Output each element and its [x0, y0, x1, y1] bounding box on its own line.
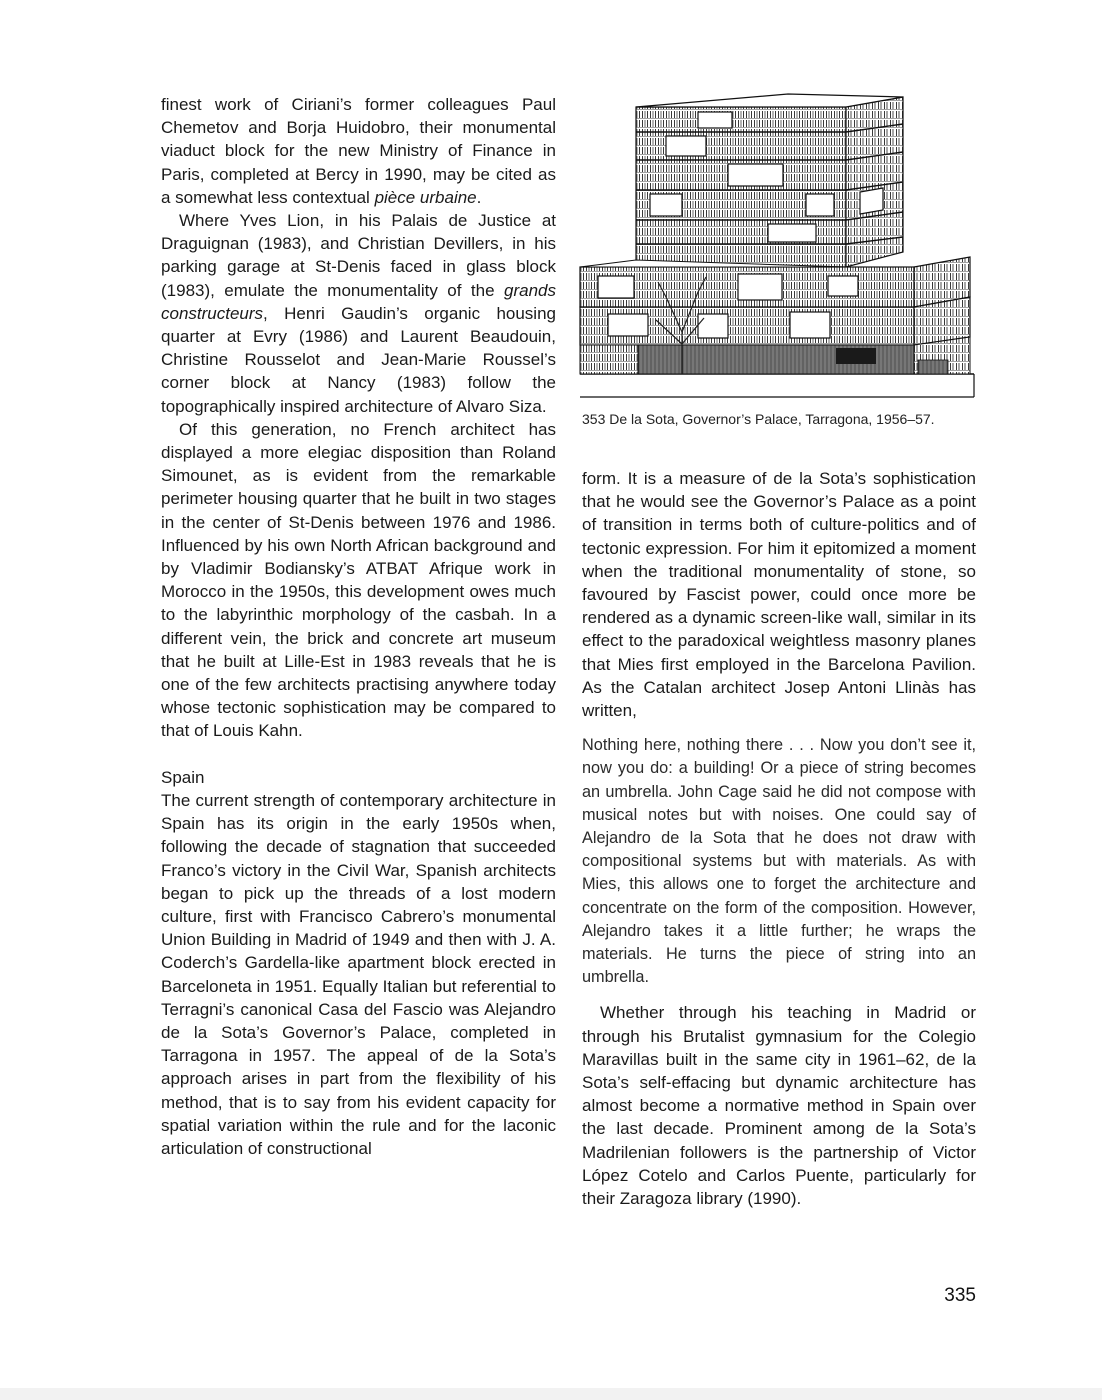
scan-edge-mark [0, 1388, 1102, 1400]
text-run: finest work of Ciriani’s former colleagues Paul Chemetov and Borja Huidobro, their monumental viaduct block for the new Ministry of Finance in Paris, completed at Bercy in 1990, may be cited as a somewhat less contextual [161, 95, 556, 207]
block-quote: Nothing here, nothing there . . . Now you don’t see it, now you do: a building! Or a piece of string becomes an umbrella. John Cage said he did not compose with musical notes but with noises. One could say of Alejandro de la Sota that he does not draw with compositional systems but with materials. As with Mies, this allows one to forget the architecture and concentrate on the form of the composition. However, Alejandro takes it a little further; he wraps the materials. He turns the piece of string into an umbrella. [582, 736, 976, 987]
left-column [161, 93, 556, 1160]
right-column [582, 467, 976, 1210]
paragraph: Of this generation, no French architect has displayed a more elegiac disposition than Roland Simounet, as is evident from the remarkable perimeter housing quarter that he built in two stages in the center of St-Denis between 1976 and 1986. Influenced by his own North African background and by Vladimir Bodiansky’s ATBAT Afrique work in Morocco in the 1950s, this development owes much to the labyrinthic morphology of the casbah. In a different vein, the brick and concrete art museum that he built at Lille-Est in 1983 reveals that he is one of the few architects practising anywhere today whose tectonic sophistication may be compared to that of Louis Kahn. [161, 419, 556, 741]
paragraph: The current strength of contemporary architecture in Spain has its origin in the early 1950s when, following the decade of stagnation that succeeded Franco’s victory in the Civil War, Spanish architects began to pick up the threads of a lost modern culture, first with Francisco Cabrero’s monumental Union Building in Madrid of 1949 and then with J. A. Coderch’s Gardella-like apartment block erected in Barceloneta in 1951. Equally Italian but referential to Terragni’s canonical Casa del Fascio was Alejandro de la Sota’s Governor’s Palace, completed in Tarragona in 1957. The appeal of de la Sota’s approach arises in part from the flexibility of his method, that is to say from his evident capacity for spatial variation within the rule and for the laconic articulation of constructional [161, 790, 556, 1158]
italic-text: pièce urbaine [374, 187, 477, 207]
paragraph [161, 93, 556, 209]
right-column-caption [582, 410, 976, 429]
text-run: , Henri Gaudin’s organic housing quarter at Evry (1986) and Laurent Beaudouin, Christine Rousselot and Jean-Marie Roussel’s corner block at Nancy (1983) follow the topographically inspired architecture of Alvaro Siza. [161, 303, 556, 416]
paragraph [161, 209, 556, 418]
text-run: . [476, 187, 482, 207]
paragraph: form. It is a measure of de la Sota’s sophistication that he would see the Governor’s Palace as a point of transition in terms both of culture-politics and of tectonic expression. For him it epitomized a moment when the traditional monumentality of stone, so favoured by Fascist power, could once more be rendered as a dynamic screen-like wall, similar in its effect to the paradoxical weightless masonry planes that Mies first employed in the Barcelona Pavilion. As the Catalan architect Josep Antoni Llinàs has written, [582, 469, 976, 721]
paragraph: Whether through his teaching in Madrid or through his Brutalist gymnasium for the Colegio Maravillas built in the same city in 1961–62, de la Sota’s self-effacing but dynamic architecture has almost become a normative method in Spain over the last decade. Prominent among de la Sota’s Madrilenian followers is the partnership of Victor López Cotelo and Carlos Puente, particularly for their Zaragoza library (1990). [582, 1003, 976, 1209]
building-illustration [578, 92, 976, 398]
page-number: 335 [944, 1285, 976, 1306]
section-heading: Spain [161, 767, 205, 787]
italic-text: grands constructeurs [161, 280, 556, 323]
text-run: Where Yves Lion, in his Palais de Justice at Draguignan (1983), and Christian Devillers, in his parking garage at St-Denis faced in glass block (1983), emulate the monumentality of the [161, 211, 556, 300]
figure-caption: 353 De la Sota, Governor’s Palace, Tarragona, 1956–57. [582, 411, 935, 427]
